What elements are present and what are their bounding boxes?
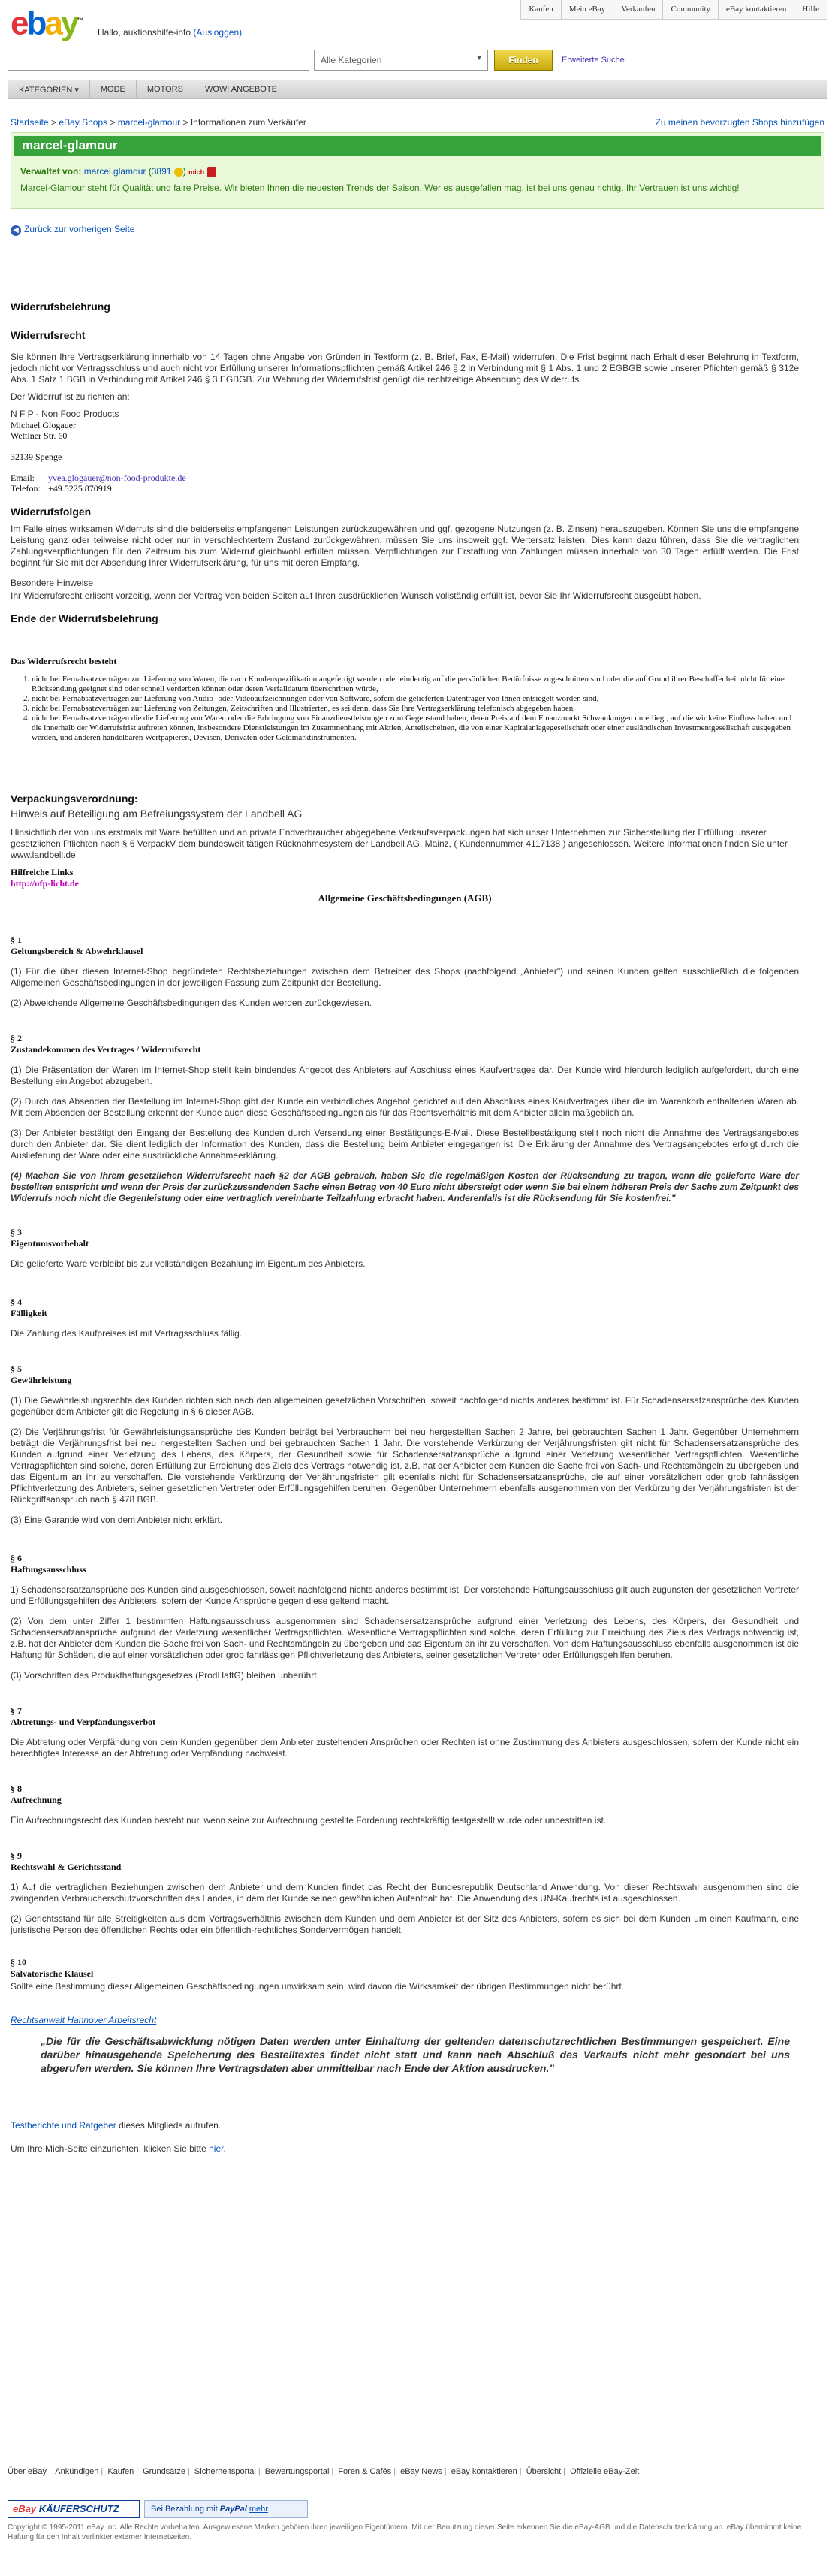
s2-p2: (2) Durch das Absenden der Bestellung im Internet-Shop gibt der Kunde ein verbindliches Angebot gerichtet auf den Abschluss eines Kaufvertrages über die im Warenkorb enthaltenen Waren ab. Mit dem Absenden der Bestellung erkennt der Kunde auch diese Geschäftsbedingungen als für das Rechtsverhältnis mit dem Anbieter allein maßgeblich an. xyxy=(11,1096,799,1118)
address-name: Michael Glogauer xyxy=(11,420,76,430)
s2-title: Zustandekommen des Vertrages / Widerrufsrecht xyxy=(11,1044,201,1055)
verpackung-heading: Verpackungsverordnung: xyxy=(11,793,138,805)
s8-p: Ein Aufrechnungsrecht des Kunden besteht nur, wenn seine zur Aufrechnung gestellte Forderung rechtskräftig festgestellt wurde oder unbestritten ist. xyxy=(11,1815,607,1826)
nav-hilfe[interactable]: Hilfe xyxy=(794,0,827,19)
exceptions-list xyxy=(11,675,799,743)
testberichte-row: Testberichte und Ratgeber dieses Mitglieds aufrufen. xyxy=(11,2120,222,2131)
s6-number: § 6 xyxy=(11,1553,22,1563)
footer-foren[interactable]: Foren & Cafés xyxy=(338,2467,392,2476)
catbar-mode[interactable]: MODE xyxy=(90,80,137,98)
mich-row: Um Ihre Mich-Seite einzurichten, klicken Sie bitte hier. xyxy=(11,2143,226,2154)
s7-p: Die Abtretung oder Verpfändung von dem Kunden gegenüber dem Anbieter zustehenden Ansprüchen oder Rechten ist ohne Zustimmung des Anbieters ausgeschlossen, sofern der Kunde nicht ein berechtigtes Interesse an der Abtretung oder Verpfändung nachweist. xyxy=(11,1737,799,1759)
footer-ankuendigen[interactable]: Ankündigen xyxy=(55,2467,99,2476)
greeting: Hallo, auktionshilfe-info (Ausloggen) xyxy=(98,27,243,38)
s6-p2: (2) Von dem unter Ziffer 1 bestimmten Haftungsausschluss ausgenommen sind Schadensersatzansprüche aufgrund einer Verletzung des Lebens, des Körpers, der Gesundheit und Schadensersatzansprüche aufgrund der Verletzung wesentlicher Vertragspflichten. Wesentliche Vertragspflichten sind solche, deren Erfüllung zur Erreichung des Ziels des Vertrags notwendig ist, z.B. hat der Anbieter dem Kunden die Sache frei von Sach- und Rechtsmängeln zu übergeben und das Eigentum an ihr zu verschaffen. Von dem Haftungsausschluss ebenfalls ausgenommen ist die Haftung für Schäden, die auf einer vorsätzlichen oder grob fahrlässigen Pflichtverletzung des Anbieters, seiner gesetzlichen Vertreter oder Erfüllungsgehilfen beruhen. xyxy=(11,1616,799,1660)
besteht-nicht-heading: Das Widerrufsrecht besteht xyxy=(11,656,117,666)
s5-p2: (2) Die Verjährungsfrist für Gewährleistungsansprüche des Kunden beträgt bei Verbrauchern bei neu hergestellten Sachen 2 Jahre, bei gebrauchten Sachen 1 Jahr. Gegenüber Unternehmern beträgt die Verjährungsfrist bei neu hergestellten Sachen und bei gebrauchten Sachen 1 Jahr. Die vorstehende Verkürzung der Verjährungsfristen gilt nicht für Schadensersatzansprüche des Kunden aufgrund einer Verletzung des Lebens, des Körpers, der Gesundheit sowie für Schadensersatzansprüche aufgrund einer Verletzung wesentlicher Vertragspflichten. Wesentliche Vertragspflichten sind solche, deren Erfüllung zur Erreichung des Ziels des Vertrags notwendig ist, z.B. hat der Anbieter dem Kunden die Sache frei von Sach- und Rechtsmängeln zu übergeben und das Eigentum an ihr zu verschaffen. Die vorstehende Verkürzung der Verjährungsfristen gilt ebenfalls nicht für Schadensersatzansprüche, die auf einer vorsätzlichen oder grob fahrlässigen Pflichtverletzung des Anbieters, seiner gesetzlichen Vertreter oder Erfüllungsgehilfen beruhen. Gegenüber Unternehmern ebenfalls ausgenommen von der Verkürzung der Verjährungsfristen ist der Rückgriffsanspruch nach § 478 BGB. xyxy=(11,1427,799,1505)
paypal-more-link[interactable]: mehr xyxy=(249,2505,268,2514)
search-input[interactable] xyxy=(8,50,309,71)
chevron-down-icon: ▼ xyxy=(475,54,483,62)
catbar-wow[interactable]: WOW! ANGEBOTE xyxy=(194,80,288,98)
s9-p1: 1) Auf die vertraglichen Beziehungen zwischen dem Anbieter und dem Kunden findet das Recht der Bundesrepublik Deutschland Anwendung. Von dieser Rechtswahl ausgenommen sind die zwingenden Verbraucherschutzvorschriften des Landes, in dem der Kunde seinen gewöhnlichen Aufenthalt hat. Die Anwendung des UN-Kaufrechts ist ausgeschlossen. xyxy=(11,1882,799,1904)
testberichte-link[interactable]: Testberichte und Ratgeber xyxy=(11,2120,116,2131)
s1-title: Geltungsbereich & Abwehrklausel xyxy=(11,946,143,956)
main-content xyxy=(11,300,799,2155)
links-heading: Hilfreiche Links xyxy=(11,867,74,877)
s10-title: Salvatorische Klausel xyxy=(11,1968,94,1979)
list-item: 2. nicht bei Fernabsatzverträgen zur Lieferung von Audio- oder Videoaufzeichnungen oder von Software, sofern die gelieferten Datenträger von Ihnen entsiegelt worden sind, xyxy=(32,694,799,704)
seller-link[interactable]: marcel.glamour xyxy=(83,166,146,177)
search-row xyxy=(8,48,827,74)
store-header xyxy=(11,132,824,209)
agb-title: Allgemeine Geschäftsbedingungen (AGB) xyxy=(318,892,492,904)
s1-p2: (2) Abweichende Allgemeine Geschäftsbedingungen des Kunden werden zurückgewiesen. xyxy=(11,998,372,1008)
widerrufsrecht-text: Sie können Ihre Vertragserklärung innerhalb von 14 Tagen ohne Angabe von Gründen in Textform (z. B. Brief, Fax, E-Mail) widerrufen. Die Frist beginnt nach Erhalt dieser Belehrung in Textform, jedoch nicht vor Vertragsschluss und auch nicht vor Erfüllung unserer Informationspflichten gemäß Artikel 246 § 2 in Verbindung mit § 1 Abs. 1 und 2 EGBGB sowie unserer Pflichten gemäß § 312e Abs. 1 Satz 1 BGB in Verbindung mit Artikel 246 § 3 EGBGB. Zur Wahrung der Widerrufsfrist genügt die rechtzeitige Absendung des Widerrufs. xyxy=(11,352,799,385)
anwalt-link[interactable]: Rechtsanwalt Hannover Arbeitsrecht xyxy=(11,2015,157,2025)
s8-number: § 8 xyxy=(11,1783,22,1794)
list-item: 1. nicht bei Fernabsatzverträgen zur Lieferung von Waren, die nach Kundenspezifikation angefertigt werden oder eindeutig auf die persönlichen Bedürfnisse zugeschnitten sind oder die auf Grund ihrer Beschaffenheit nicht für eine Rücksendung geeignet sind oder schnell verderben können oder deren Verfalldatum überschritten würde, xyxy=(32,675,799,694)
copyright: Copyright © 1995-2011 eBay Inc. Alle Rechte vorbehalten. Ausgewiesene Marken gehören ihren jeweiligen Eigentümern. Mit der Benutzung dieser Seite erkennen Sie die eBay-AGB und die Datenschutzerklärung an. eBay übernimmt keine Haftung für den Inhalt verlinkter externer Internetseiten. xyxy=(8,2523,802,2541)
s6-p1: 1) Schadensersatzansprüche des Kunden sind ausgeschlossen, soweit nachfolgend nichts anderes bestimmt ist. Der vorstehende Haftungsausschluss gilt auch zugunsten der gesetzlichen Vertreter und Erfüllungsgehilfen des Anbieters, sofern der Kunde Ansprüche gegen diese geltend macht. xyxy=(11,1584,799,1606)
feedback-score[interactable]: 3891 xyxy=(151,166,172,177)
s3-p: Die gelieferte Ware verbleibt bis zur vollständigen Bezahlung im Eigentum des Anbieters. xyxy=(11,1258,366,1269)
nav-community[interactable]: Community xyxy=(662,0,718,19)
nav-mein-ebay[interactable]: Mein eBay xyxy=(561,0,613,19)
list-item: 3. nicht bei Fernabsatzverträgen zur Lieferung von Zeitungen, Zeitschriften und Illustrierten, es sei denn, dass Sie Ihre Vertragserklärung telefonisch abgegeben haben, xyxy=(32,704,799,714)
widerruf-an: Der Widerruf ist zu richten an: xyxy=(11,391,130,402)
s4-p: Die Zahlung des Kaufpreises ist mit Vertragsschluss fällig. xyxy=(11,1328,243,1339)
back-link[interactable]: ◀ Zurück zur vorherigen Seite xyxy=(11,224,134,236)
company: N F P - Non Food Products xyxy=(11,409,119,419)
breadcrumb: Startseite > eBay Shops > marcel-glamour > Informationen zum Verkäufer Zu meinen bevorzugten Shops hinzufügen xyxy=(11,117,824,128)
widerrufsfolgen-text: Im Falle eines wirksamen Widerrufs sind die beiderseits empfangenen Leistungen zurückzugewähren und ggf. gezogene Nutzungen (z. B. Zinsen) herauszugeben. Können Sie uns die empfangene Leistung ganz oder teilweise nicht oder nur in verschlechtertem Zustand zurückgewähren, müssen Sie uns insoweit ggf. Wertersatz leisten. Dies kann dazu führen, dass Sie die vertraglichen Zahlungsverpflichtungen für den Zeitraum bis zum Widerruf gleichwohl erfüllen müssen. Verpflichtungen zur Erstattung von Zahlungen müssen innerhalb von 30 Tagen erfüllt werden. Die Frist beginnt für Sie mit der Absendung Ihrer Widerrufserklärung, für uns mit deren Empfang. xyxy=(11,524,799,568)
star-icon xyxy=(174,168,183,177)
address-city: 32139 Spenge xyxy=(11,451,62,462)
s3-title: Eigentumsvorbehalt xyxy=(11,1238,89,1249)
list-item: 4. nicht bei Fernabsatzverträgen die die Lieferung von Waren oder die Erbringung von Finanzdienstleistungen zum Gegenstand haben, deren Preis auf dem Finanzmarkt Schwankungen unterliegt, auf die wir keine Einfluss haben und die innerhalb der Widerrufsfrist auftreten können, insbesondere Dienstleistungen im Zusammenhang mit Aktien, Anteilscheinen, die von einer Kapitalanlagegesellschaft oder einer ausländischen Investmentgesellschaft ausgegeben werden, und anderen handelbaren Wertpapieren, Devisen, Derivaten oder Geldmarktinstrumenten. xyxy=(32,714,799,743)
category-select[interactable]: Alle Kategorien ▼ xyxy=(314,50,488,71)
widerrufsrecht-heading: Widerrufsrecht xyxy=(11,329,86,341)
widerrufsfolgen-heading: Widerrufsfolgen xyxy=(11,506,92,518)
store-name: marcel-glamour xyxy=(14,136,821,156)
footer-kaufen[interactable]: Kaufen xyxy=(107,2467,134,2476)
s7-number: § 7 xyxy=(11,1705,22,1716)
advanced-search-link[interactable]: Erweiterte Suche xyxy=(562,56,625,65)
email-link[interactable]: yvea.glogauer@non-food-produkte.de xyxy=(48,473,186,483)
address-street: Wettiner Str. 60 xyxy=(11,430,68,441)
email-row: Email: yvea.glogauer@non-food-produkte.de xyxy=(11,473,186,483)
footer-kontakt[interactable]: eBay kontaktieren xyxy=(451,2467,517,2476)
ebay-logo[interactable]: ebay™ xyxy=(11,5,84,42)
s5-title: Gewährleistung xyxy=(11,1375,72,1385)
s5-number: § 5 xyxy=(11,1363,22,1374)
breadcrumb-current: Informationen zum Verkäufer xyxy=(190,117,306,128)
header xyxy=(8,0,827,95)
verpackung-text: Hinsichtlich der von uns erstmals mit Ware befüllten und an private Endverbraucher abgegebene Verkaufsverpackungen hat sich unser Unternehmen zur Sicherstellung der Erfüllung unserer gesetzlichen Pflichten nach § 6 VerpackV dem bundesweit tätigen Rücknahmesystem der Landbell AG, Mainz, ( Kundennummer 4117138 ) angeschlossen. Weitere Informationen finden Sie unter www.landbell.de xyxy=(11,827,788,860)
breadcrumb-startseite[interactable]: Startseite xyxy=(11,117,49,128)
breadcrumb-store[interactable]: marcel-glamour xyxy=(117,117,181,128)
s2-p4: (4) Machen Sie von Ihrem gesetzlichen Widerrufsrecht nach §2 der AGB gebrauch, haben Sie die regelmäßigen Kosten der Rücksendung zu tragen, wenn die gelieferte Ware der bestellten entspricht und wenn der Preis der zurückzusendenden Sache einen Betrag von 40 Euro nicht übersteigt oder wenn Sie bei einem höheren Preis der Sache zum Zeitpunkt des Widerrufs noch nicht die Gegenleistung oder eine vertraglich vereinbarte Teilzahlung erbracht haben. Anderenfalls ist die Rücksendung für Sie kostenfrei." xyxy=(11,1170,799,1203)
s6-title: Haftungsausschluss xyxy=(11,1564,86,1575)
mich-link[interactable]: hier xyxy=(209,2143,224,2154)
footer-grundsaetze[interactable]: Grundsätze xyxy=(143,2467,185,2476)
s3-number: § 3 xyxy=(11,1227,22,1237)
me-badge[interactable]: mich xyxy=(188,168,205,176)
s8-title: Aufrechnung xyxy=(11,1795,62,1805)
helpful-link[interactable]: http://ufp-licht.de xyxy=(11,878,80,889)
datenschutz-quote: „Die für die Geschäftsabwicklung nötigen Daten werden unter Einhaltung der geltenden datenschutzrechtlichen Bestimmungen gespeichert. Eine darüber hinausgehende Speicherung des Bestelltextes findet nicht statt und kann nach Abschluß des Verkaufs nicht mehr gesondert bei uns abgerufen werden. Sie können Ihre Vertragsdaten aber unmittelbar nach Ende der Aktion ausdrucken." xyxy=(41,2035,790,2074)
s1-number: § 1 xyxy=(11,935,22,945)
s2-p3: (3) Der Anbieter bestätigt den Eingang der Bestellung des Kunden durch Versendung einer Bestätigungs-E-Mail. Diese Bestellbestätigung stellt noch nicht die Annahme des Vertragsangebotes durch den Anbieter dar. Sie dient lediglich der Information des Kunden, dass die Bestellung beim Anbieter eingegangen ist. Die Erklärung der Annahme des Vertragsangebotes erfolgt durch die Auslieferung der Ware oder eine ausdrückliche Annahmeerklärung. xyxy=(11,1128,799,1161)
nav-kaufen[interactable]: Kaufen xyxy=(529,5,553,14)
verpackung-subheading: Hinweis auf Beteiligung am Befreiungssystem der Landbell AG xyxy=(11,808,303,820)
footer-bewertung[interactable]: Bewertungsportal xyxy=(264,2467,330,2476)
paypal-badge[interactable]: Bei Bezahlung mit PayPal mehr xyxy=(144,2500,308,2518)
category-bar xyxy=(8,80,827,99)
footer-ueber[interactable]: Über eBay xyxy=(8,2467,47,2476)
s1-p1: (1) Für die über diesen Internet-Shop begründeten Rechtsbeziehungen zwischen dem Betreiber des Shops (nachfolgend „Anbieter") und seinen Kunden gelten ausschließlich die folgenden Allgemeinen Geschäftsbedingungen in der jeweiligen Fassung zum Zeitpunkt der Bestellung. xyxy=(11,966,799,988)
s9-title: Rechtswahl & Gerichtsstand xyxy=(11,1862,122,1872)
phone-row: Telefon: +49 5225 870919 xyxy=(11,483,112,494)
besondere-text: Ihr Widerrufsrecht erlischt vorzeitig, wenn der Vertrag von beiden Seiten auf Ihren ausdrücklichen Wunsch vollständig erfüllt ist, bevor Sie Ihr Widerrufsrecht ausgeübt haben. xyxy=(11,590,701,601)
s9-p2: (2) Gerichtsstand für alle Streitigkeiten aus dem Vertragsverhältnis zwischen dem Kunden und dem Anbieter ist der Sitz des Anbieters, sofern es sich bei dem Kunden um einen Kaufmann, eine juristische Person des öffentlichen Rechts oder ein öffentlich-rechtliches Sondervermögen handelt. xyxy=(11,1913,799,1935)
catbar-kategorien[interactable]: KATEGORIEN ▾ xyxy=(8,80,90,98)
kaeuferschutz-badge[interactable]: eBay KÄUFERSCHUTZ xyxy=(8,2500,140,2518)
s2-number: § 2 xyxy=(11,1033,22,1043)
nav-kontakt[interactable]: eBay kontaktieren xyxy=(718,0,794,19)
footer-news[interactable]: eBay News xyxy=(400,2467,442,2476)
s5-p3: (3) Eine Garantie wird von dem Anbieter nicht erklärt. xyxy=(11,1514,223,1525)
s10-p: Sollte eine Bestimmung dieser Allgemeinen Geschäftsbedingungen unwirksam sein, wird davon die Wirksamkeit der übrigen Bestimmungen nicht berührt. xyxy=(11,1981,625,1992)
trust-badges xyxy=(8,2499,827,2520)
breadcrumb-shops[interactable]: eBay Shops xyxy=(59,117,108,128)
top-nav xyxy=(520,0,827,20)
footer-sicherheit[interactable]: Sicherheitsportal xyxy=(194,2467,256,2476)
footer-zeit[interactable]: Offizielle eBay-Zeit xyxy=(570,2467,640,2476)
footer-uebersicht[interactable]: Übersicht xyxy=(526,2467,562,2476)
store-description: Marcel-Glamour steht für Qualität und faire Preise. Wir bieten Ihnen die neuesten Trends der Saison. Wer es ausgefallen mag, ist bei uns genau richtig. Ihr Vertrauen ist uns wichtig! xyxy=(20,183,740,193)
add-favorite-link[interactable]: Zu meinen bevorzugten Shops hinzufügen xyxy=(655,117,824,128)
nav-verkaufen[interactable]: Verkaufen xyxy=(613,0,662,19)
s4-number: § 4 xyxy=(11,1297,22,1307)
footer-links: Über eBay | Ankündigen | Kaufen | Grundsätze | Sicherheitsportal | Bewertungsportal | Foren & Cafés | eBay News | eBay kontaktieren | Übersicht | Offizielle eBay-Zeit xyxy=(8,2467,640,2476)
catbar-motors[interactable]: MOTORS xyxy=(137,80,194,98)
seller-info: Verwaltet von: marcel.glamour (3891 ) mich xyxy=(20,166,216,177)
ende-heading: Ende der Widerrufsbelehrung xyxy=(11,612,158,624)
back-arrow-icon: ◀ xyxy=(11,225,21,236)
s5-p1: (1) Die Gewährleistungsrechte des Kunden richten sich nach den allgemeinen gesetzlichen Vorschriften, soweit nachfolgend nichts anderes bestimmt ist. Für Schadensersatzansprüche des Kunden gegenüber dem Anbieter gilt die Regelung in § 6 dieser AGB. xyxy=(11,1395,799,1417)
besondere-heading: Besondere Hinweise xyxy=(11,578,94,588)
s6-p3: (3) Vorschriften des Produkthaftungsgesetzes (ProdHaftG) bleiben unberührt. xyxy=(11,1670,319,1681)
s7-title: Abtretungs- und Verpfändungsverbot xyxy=(11,1717,156,1727)
search-button[interactable]: Finden xyxy=(494,50,553,71)
s9-number: § 9 xyxy=(11,1850,22,1861)
store-icon[interactable] xyxy=(207,167,216,177)
logout-link[interactable]: (Ausloggen) xyxy=(193,27,243,38)
s2-p1: (1) Die Präsentation der Waren im Internet-Shop stellt kein bindendes Angebot des Anbieters auf Abschluss eines Kaufvertrages dar. Der Kunde wird hierdurch lediglich aufgefordert, durch eine Bestellung ein Angebot abzugeben. xyxy=(11,1065,799,1086)
widerrufsbelehrung-heading: Widerrufsbelehrung xyxy=(11,300,110,313)
s4-title: Fälligkeit xyxy=(11,1308,47,1318)
s10-number: § 10 xyxy=(11,1957,26,1967)
